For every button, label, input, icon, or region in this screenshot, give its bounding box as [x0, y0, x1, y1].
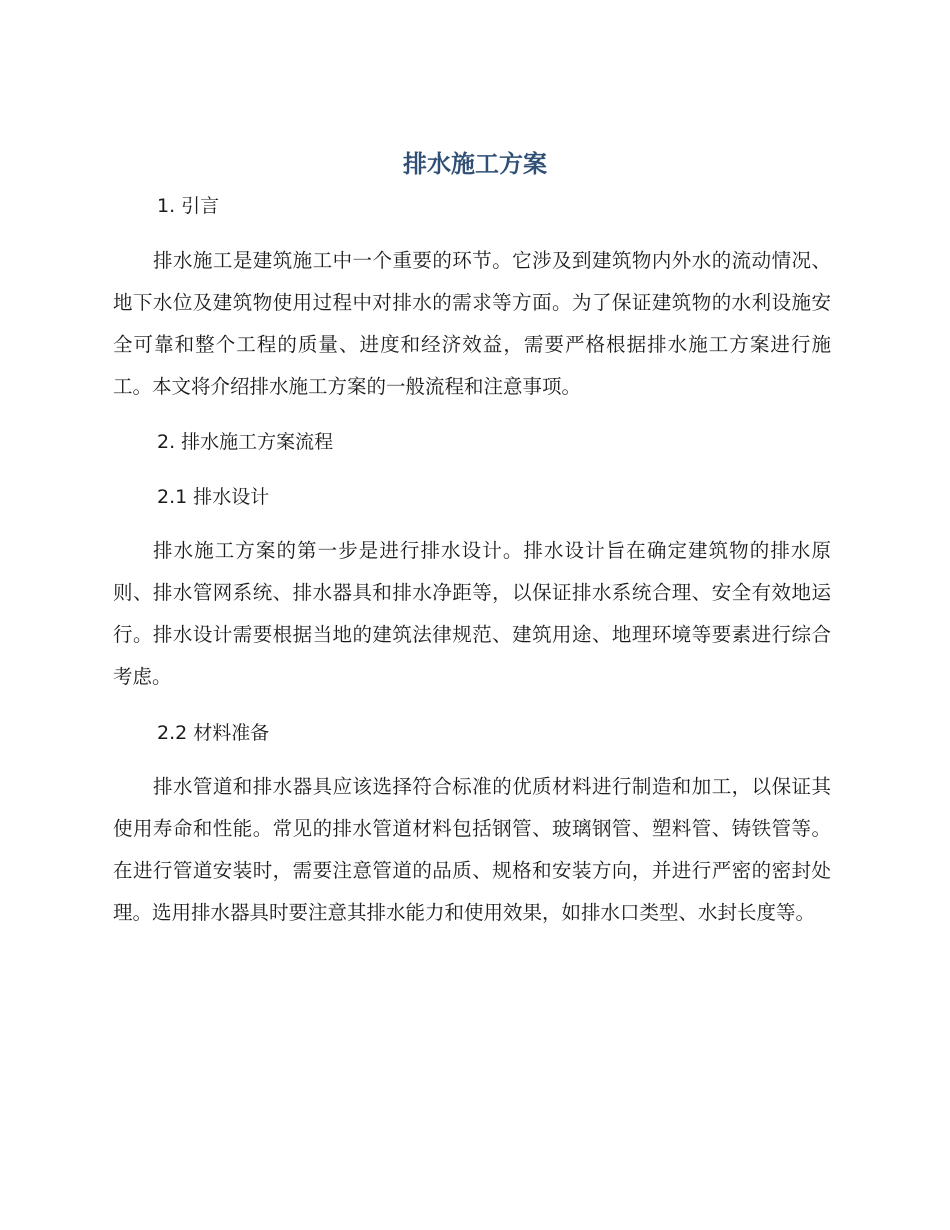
document-title: 排水施工方案 [403, 150, 547, 178]
section-heading-process: 2. 排水施工方案流程 [157, 431, 334, 453]
section-heading-introduction: 1. 引言 [157, 195, 220, 217]
section-paragraph-introduction: 排水施工是建筑施工中一个重要的环节。它涉及到建筑物内外水的流动情况、地下水位及建筑物使用过程中对排水的需求等方面。为了保证建筑物的水利设施安全可靠和整个工程的质量、进度和经济效益，需要严格根据排水施工方案进行施工。本文将介绍排水施工方案的一般流程和注意事项。 [113, 249, 831, 398]
section-heading-drainage-design: 2.1 排水设计 [157, 486, 270, 508]
section-paragraph-drainage-design: 排水施工方案的第一步是进行排水设计。排水设计旨在确定建筑物的排水原则、排水管网系统、排水器具和排水净距等，以保证排水系统合理、安全有效地运行。排水设计需要根据当地的建筑法律规范、建筑用途、地理环境等要素进行综合考虑。 [113, 539, 831, 688]
section-paragraph-material-prep: 排水管道和排水器具应该选择符合标准的优质材料进行制造和加工，以保证其使用寿命和性能。常见的排水管道材料包括钢管、玻璃钢管、塑料管、铸铁管等。在进行管道安装时，需要注意管道的品质、规格和安装方向，并进行严密的密封处理。选用排水器具时要注意其排水能力和使用效果，如排水口类型、水封长度等。 [113, 775, 831, 924]
section-heading-material-prep: 2.2 材料准备 [157, 722, 270, 744]
